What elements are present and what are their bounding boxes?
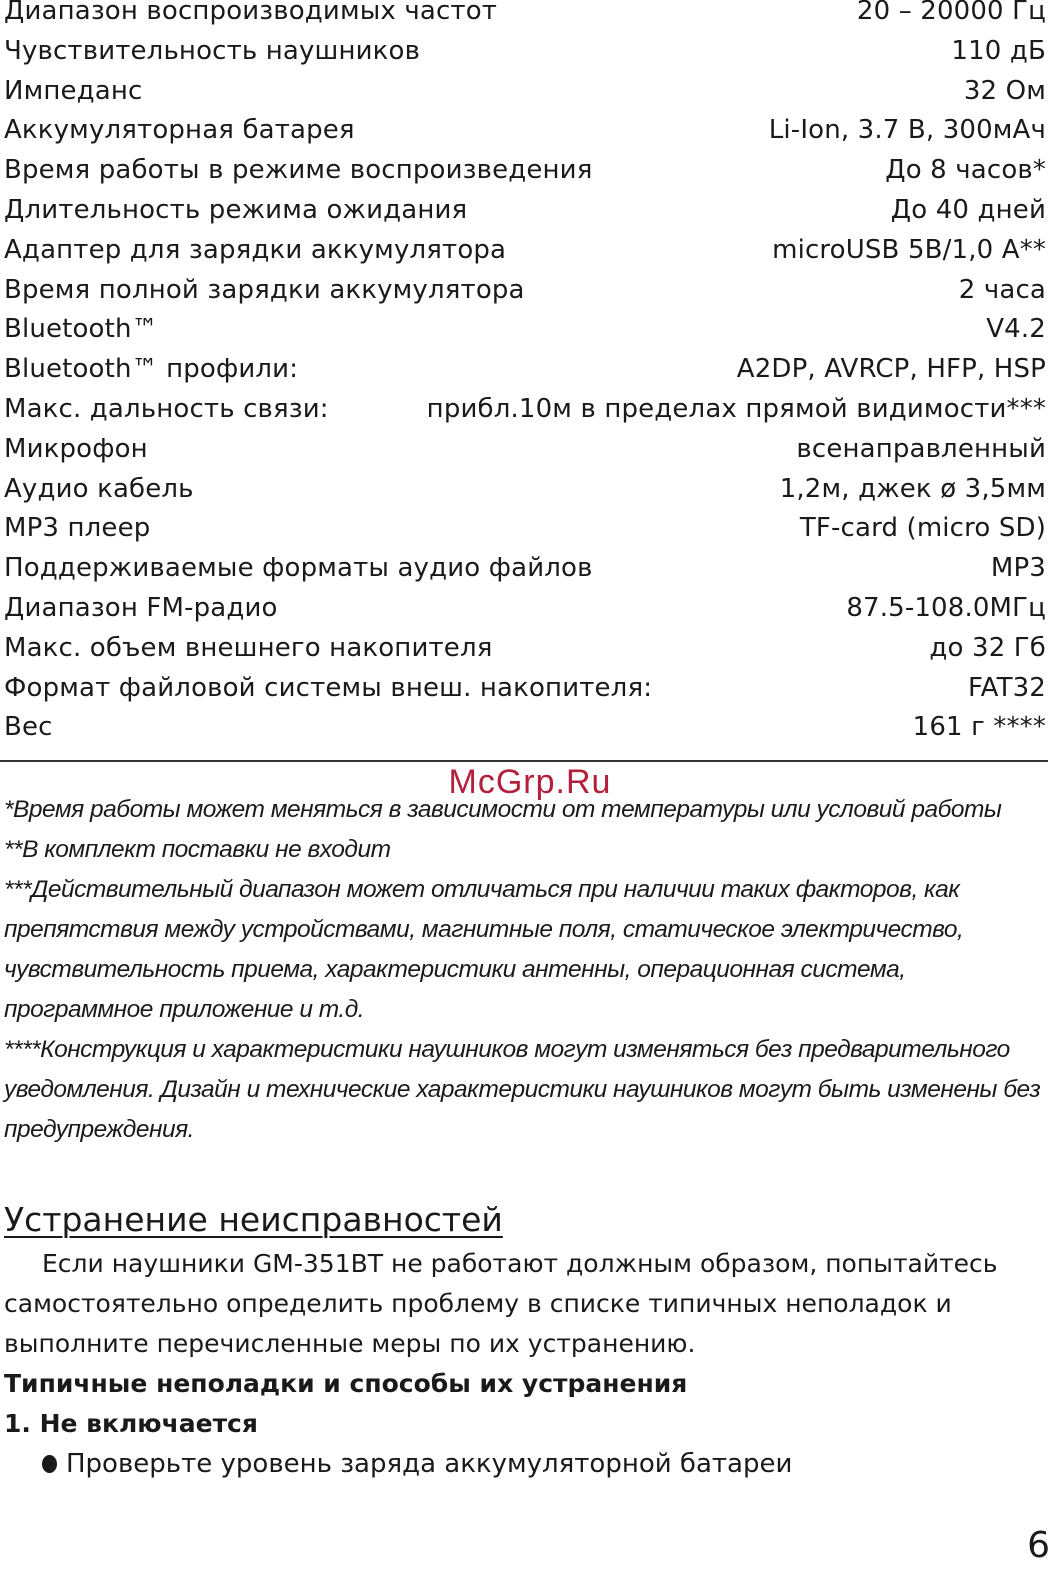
intro-paragraph: Если наушники GM-351BT не работают должным образом, попытайтесь самостоятельно определить проблему в списке типичных неполадок и выполните перечисленные меры по их устранению.: [4, 1249, 998, 1358]
spec-label: Время работы в режиме воспроизведения: [4, 155, 593, 186]
subsection-title: Типичные неполадки и способы их устранения: [4, 1369, 688, 1398]
spec-value: 1,2м, джек ø 3,5мм: [779, 473, 1046, 504]
issue-title: 1. Не включается: [4, 1409, 258, 1438]
spec-label: Аудио кабель: [4, 473, 194, 504]
footnote-battery-time: *Время работы может меняться в зависимости от температуры или условий работы: [4, 796, 1002, 823]
spec-label: MP3 плеер: [4, 513, 151, 544]
spec-row-bluetooth-profiles: [4, 350, 1046, 390]
spec-value: до 32 Гб: [929, 632, 1046, 663]
spec-label: Чувствительность наушников: [4, 35, 421, 66]
spec-value: 32 Ом: [963, 75, 1046, 106]
section-title: Устранение неисправностей: [4, 1200, 503, 1239]
spec-label: Поддерживаемые форматы аудио файлов: [4, 553, 593, 584]
bullet-text: Проверьте уровень заряда аккумуляторной батареи: [66, 1449, 793, 1479]
spec-value: всенаправленный: [796, 433, 1046, 464]
spec-row-weight: [4, 708, 1046, 748]
spec-label: Формат файловой системы внеш. накопителя:: [4, 672, 653, 703]
spec-label: Микрофон: [4, 433, 148, 464]
spec-value: До 40 дней: [890, 194, 1046, 225]
bullet-icon: [42, 1455, 57, 1473]
spec-row-mp3-player: [4, 509, 1046, 549]
spec-row-impedance: [4, 72, 1046, 112]
spec-value: До 8 часов*: [885, 155, 1046, 186]
spec-value: V4.2: [986, 314, 1046, 345]
spec-row-playback-time: [4, 151, 1046, 191]
spec-row-file-system: [4, 669, 1046, 709]
spec-row-charger: [4, 231, 1046, 271]
spec-row-battery: [4, 111, 1046, 151]
footnote-charger: **В комплект поставки не входит: [4, 836, 391, 863]
spec-label: Адаптер для зарядки аккумулятора: [4, 234, 507, 265]
spec-label: Время полной зарядки аккумулятора: [4, 274, 525, 305]
spec-value: TF-card (micro SD): [799, 513, 1046, 544]
spec-value: 87.5-108.0МГц: [846, 592, 1046, 623]
footnotes: [4, 790, 1054, 1150]
spec-value: MP3: [990, 553, 1046, 584]
spec-row-bluetooth-version: [4, 310, 1046, 350]
spec-label: Макс. дальность связи:: [4, 393, 329, 424]
spec-value: 110 дБ: [951, 35, 1046, 66]
spec-value: прибл.10м в пределах прямой видимости***: [426, 393, 1046, 424]
spec-row-frequency-range: [4, 0, 1046, 32]
spec-label: Аккумуляторная батарея: [4, 115, 355, 146]
spec-row-range: [4, 390, 1046, 430]
spec-row-fm-range: [4, 589, 1046, 629]
spec-value: 20 – 20000 Гц: [856, 0, 1046, 26]
page-number: 6: [1027, 1525, 1050, 1566]
spec-value: A2DP, AVRCP, HFP, HSP: [736, 354, 1046, 385]
footnote-range: ***Действительный диапазон может отличаться при наличии таких факторов, как препятствия между устройствами, магнитные поля, статическое электричество, чувствительность приема, характеристики антенны, операционная система, программное приложение и т.д.: [4, 876, 964, 1023]
spec-label: Диапазон FM-радио: [4, 592, 278, 623]
spec-label: Bluetooth™ профили:: [4, 354, 299, 385]
spec-row-audio-formats: [4, 549, 1046, 589]
specifications-list: [4, 0, 1046, 748]
spec-row-max-storage: [4, 629, 1046, 669]
spec-label: Импеданс: [4, 75, 143, 106]
watermark: McGrp.Ru: [448, 763, 612, 801]
spec-value: 161 г ****: [912, 712, 1046, 743]
issue-bullet-item: [42, 1444, 792, 1484]
footnote-design: ****Конструкция и характеристики наушников могут изменяться без предварительного уведомления. Дизайн и технические характеристики наушников могут быть изменены без предупреждения.: [4, 1036, 1041, 1143]
spec-label: Длительность режима ожидания: [4, 194, 468, 225]
spec-row-sensitivity: [4, 32, 1046, 72]
spec-row-audio-cable: [4, 470, 1046, 510]
spec-value: 2 часа: [958, 274, 1046, 305]
spec-label: Диапазон воспроизводимых частот: [4, 0, 498, 26]
spec-value: FAT32: [967, 672, 1046, 703]
spec-row-microphone: [4, 430, 1046, 470]
spec-value: Li-Ion, 3.7 В, 300мАч: [768, 115, 1046, 146]
spec-label: Макс. объем внешнего накопителя: [4, 632, 493, 663]
spec-label: Вес: [4, 712, 53, 743]
spec-label: Bluetooth™: [4, 314, 158, 345]
spec-row-charge-time: [4, 271, 1046, 311]
spec-value: microUSB 5В/1,0 А**: [772, 234, 1046, 265]
spec-row-standby-time: [4, 191, 1046, 231]
